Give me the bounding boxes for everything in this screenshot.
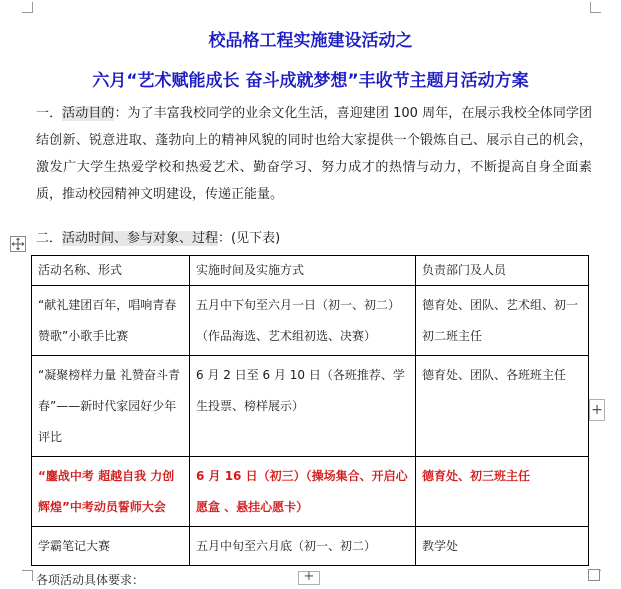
section-purpose <box>36 100 592 208</box>
section-heading: 活动时间、参与对象、过程 <box>62 231 219 246</box>
table-row <box>32 286 589 356</box>
activity-table <box>31 255 589 566</box>
activity-time-cell[interactable]: 五月中下旬至六月一日（初一、初二）（作品海选、艺术组初选、决赛） <box>190 286 416 356</box>
activity-name-cell[interactable]: “献礼建团百年，唱响青春赞歌”小歌手比赛 <box>32 286 190 356</box>
activity-time-cell[interactable]: 五月中旬至六月底（初一、初二） <box>190 527 416 566</box>
table-header-cell[interactable]: 负责部门及人员 <box>416 256 589 286</box>
activity-dept-cell[interactable]: 德育处、团队、艺术组、初一初二班主任 <box>416 286 589 356</box>
activity-dept-cell[interactable]: 教学处 <box>416 527 589 566</box>
table-row <box>32 356 589 457</box>
page-corner-mark <box>22 2 33 13</box>
table-row <box>32 527 589 566</box>
activity-name-cell[interactable]: 学霸笔记大赛 <box>32 527 190 566</box>
activity-dept-cell[interactable]: 德育处、团队、各班班主任 <box>416 356 589 457</box>
section-body: ：为了丰富我校同学的业余文化生活，喜迎建团 100 周年，在展示我校全体同学团结创新、锐意进取、蓬勃向上的精神风貌的同时也给大家提供一个锻炼自己、展示自己的机会，激发广大学生热爱学校和热爱艺术、勤奋学习、努力成才的热情与动力，不断提高自身全面素质，推动校园精神文明建设，传递正能量。 <box>36 106 592 202</box>
section-number: 一． <box>36 106 63 121</box>
page-corner-mark <box>22 570 33 581</box>
section-suffix: ：(见下表) <box>218 231 281 246</box>
section-heading: 活动目的 <box>62 106 115 121</box>
activity-time-cell[interactable]: 6 月 2 日至 6 月 10 日（各班推荐、学生投票、榜样展示） <box>190 356 416 457</box>
table-resize-handle[interactable] <box>588 569 600 581</box>
next-section-partial: 各项活动具体要求： <box>36 573 145 587</box>
table-header-cell[interactable]: 实施时间及实施方式 <box>190 256 416 286</box>
page-corner-mark <box>590 2 601 13</box>
section-schedule <box>36 227 280 251</box>
section-number: 二． <box>36 231 63 246</box>
add-row-button[interactable]: + <box>298 571 320 585</box>
activity-dept-cell[interactable]: 德育处、初三班主任 <box>416 457 589 527</box>
table-move-handle-icon[interactable] <box>10 236 26 252</box>
activity-time-cell[interactable]: 6 月 16 日（初三）（操场集合、开启心愿盒 、悬挂心愿卡） <box>190 457 416 527</box>
document-title-line1: 校品格工程实施建设活动之 <box>208 31 413 51</box>
activity-name-cell[interactable]: “凝聚榜样力量 礼赞奋斗青春”——新时代家园好少年评比 <box>32 356 190 457</box>
add-column-button[interactable]: + <box>589 399 605 421</box>
table-row <box>32 457 589 527</box>
activity-name-cell[interactable]: “鏖战中考 超越自我 力创辉煌”中考动员誓师大会 <box>32 457 190 527</box>
document-title-line2: 六月“艺术赋能成长 奋斗成就梦想”丰收节主题月活动方案 <box>92 71 529 91</box>
table-header-cell[interactable]: 活动名称、形式 <box>32 256 190 286</box>
table-header-row <box>32 256 589 286</box>
